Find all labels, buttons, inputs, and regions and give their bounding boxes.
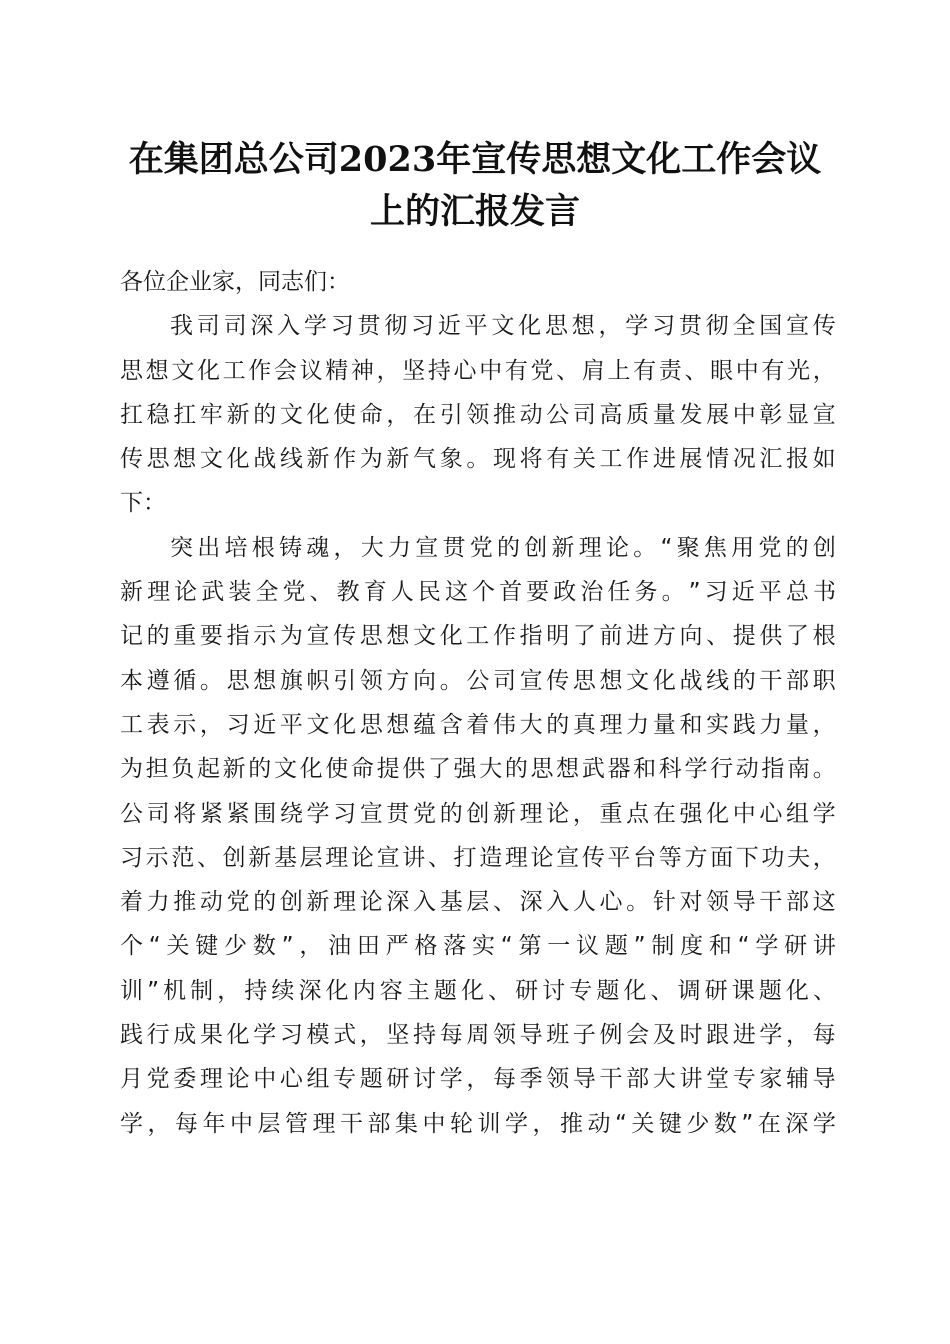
- paragraph-line: 践 行 成 果 化 学 习 模 式 ， 坚 持 每 周 领 导 班 子 例 会 及 时 跟 进 学 ， 每: [120, 1022, 836, 1049]
- paragraph-line: 着 力 推 动 党 的 创 新 理 论 深 入 基 层 、 深 入 人 心 。 针 对 领 导 干 部 这: [120, 889, 836, 916]
- paragraph-line: 扛 稳 扛 牢 新 的 文 化 使 命 ， 在 引 领 推 动 公 司 高 质 量 发 展 中 彰 显 宣: [120, 401, 836, 428]
- paragraph-1: [120, 304, 850, 525]
- paragraph-line: 训 ” 机 制 ， 持 续 深 化 内 容 主 题 化 、 研 讨 专 题 化 、 调 研 课 题 化 、: [120, 977, 836, 1004]
- paragraph-line: 下：: [120, 490, 166, 517]
- paragraph-line: 个 “ 关 键 少 数 ” ， 油 田 严 格 落 实 “ 第 一 议 题 ” 制 度 和 “ 学 研 讲: [120, 933, 836, 960]
- paragraph-line: 突 出 培 根 铸 魂 ， 大 力 宣 贯 党 的 创 新 理 论 。 “ 聚 焦 用 党 的 创: [170, 534, 836, 561]
- paragraph-line: 工 表 示 ， 习 近 平 文 化 思 想 蕴 含 着 伟 大 的 真 理 力 量 和 实 践 力 量 ，: [120, 711, 836, 738]
- paragraph-2: [120, 526, 850, 1146]
- paragraph-line: 新 理 论 武 装 全 党 、 教 育 人 民 这 个 首 要 政 治 任 务 。 ” 习 近 平 总 书: [120, 579, 836, 606]
- title-line-2: 上的汇报发言: [369, 191, 580, 232]
- title-line-1: 在集团总公司2023年宣传思想文化工作会议: [128, 139, 822, 180]
- paragraph-line: 本 遵 循 。 思 想 旗 帜 引 领 方 向 。 公 司 宣 传 思 想 文 化 战 线 的 干 部 职: [120, 667, 836, 694]
- paragraph-line: 为 担 负 起 新 的 文 化 使 命 提 供 了 强 大 的 思 想 武 器 和 科 学 行 动 指 南 。: [120, 756, 836, 783]
- document-title: [90, 134, 860, 238]
- paragraph-line: 习 示 范 、 创 新 基 层 理 论 宣 讲 、 打 造 理 论 宣 传 平 台 等 方 面 下 功 夫 ，: [120, 844, 836, 871]
- paragraph-line: 月 党 委 理 论 中 心 组 专 题 研 讨 学 ， 每 季 领 导 干 部 大 讲 堂 专 家 辅 导: [120, 1066, 836, 1093]
- paragraph-line: 传 思 想 文 化 战 线 新 作 为 新 气 象 。 现 将 有 关 工 作 进 展 情 况 汇 报 如: [120, 446, 836, 473]
- document-body: [120, 260, 850, 1146]
- paragraph-line: 公 司 将 紧 紧 围 绕 学 习 宣 贯 党 的 创 新 理 论 ， 重 点 在 强 化 中 心 组 学: [120, 800, 836, 827]
- paragraph-line: 思 想 文 化 工 作 会 议 精 神 ， 坚 持 心 中 有 党 、 肩 上 有 责 、 眼 中 有 光 ，: [120, 357, 836, 384]
- salutation: 各位企业家，同志们：: [120, 269, 350, 295]
- paragraph-line: 记 的 重 要 指 示 为 宣 传 思 想 文 化 工 作 指 明 了 前 进 方 向 、 提 供 了 根: [120, 623, 836, 650]
- paragraph-line: 我 司 司 深 入 学 习 贯 彻 习 近 平 文 化 思 想 ， 学 习 贯 彻 全 国 宣 传: [170, 313, 836, 340]
- paragraph-line: 学 ， 每 年 中 层 管 理 干 部 集 中 轮 训 学 ， 推 动 “ 关 键 少 数 ” 在 深 学: [120, 1110, 836, 1137]
